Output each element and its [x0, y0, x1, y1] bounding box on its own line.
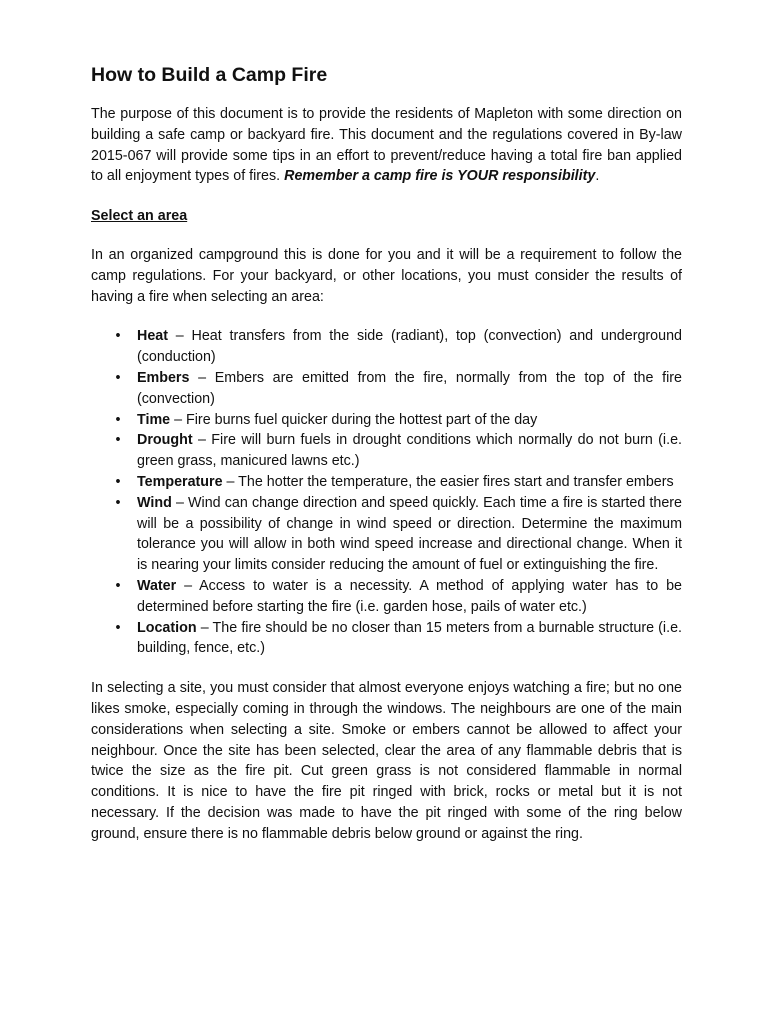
document-title: How to Build a Camp Fire — [91, 64, 328, 86]
section-heading-select-area: Select an area — [91, 208, 188, 225]
closing-paragraph: In selecting a site, you must consider that almost everyone enjoys watching a fire; but no one likes smoke, especially coming in through the windows. The neighbours are one of the main considerations when selecting a site. Smoke or embers cannot be allowed to affect your neighbour. Once the site has been selected, clear the area of any flammable debris that is twice the size as the fire pit. Cut green grass is not considered flammable in normal conditions. It is nice to have the fire pit ringed with brick, rocks or metal but it is not necessary. If the decision was made to have the pit ringed with some of the ring below ground, ensure there is no flammable debris below ground or against the ring. — [91, 680, 682, 842]
intro-end: . — [595, 168, 600, 185]
item-term: Wind — [137, 494, 172, 511]
intro-text: The purpose of this document is to provide the residents of Mapleton with some direction on building a safe camp or backyard fire. This document and the regulations covered in By-law 2015-067 will provide some tips in an effort to prevent/reduce having a total fire ban applied to all enjoyment types of fires. — [91, 106, 682, 185]
item-term: Location — [137, 619, 197, 636]
bullet-icon: • — [115, 619, 121, 636]
intro-emphasis: Remember a camp fire is YOUR responsibility — [284, 168, 596, 185]
item-text: – Embers are emitted from the fire, normally from the top of the fire (convection) — [137, 369, 682, 407]
bullet-icon: • — [115, 369, 121, 386]
item-term: Water — [137, 577, 177, 594]
item-text: – The hotter the temperature, the easier fires start and transfer embers — [222, 473, 674, 490]
list-item-water — [91, 576, 682, 618]
list-item-temperature — [91, 472, 682, 493]
considerations-list — [91, 326, 682, 659]
item-text: – Fire burns fuel quicker during the hottest part of the day — [170, 411, 538, 428]
list-item-location — [91, 618, 682, 660]
item-text: – The fire should be no closer than 15 meters from a burnable structure (i.e. building, fence, etc.) — [137, 619, 682, 657]
item-term: Time — [137, 411, 171, 428]
item-term: Embers — [137, 369, 190, 386]
bullet-icon: • — [115, 411, 121, 428]
item-text: – Wind can change direction and speed quickly. Each time a fire is started there will be a possibility of change in wind speed or direction. Determine the maximum tolerance you will allow in both wind speed increase and directional change. When it is nearing your limits consider reducing the amount of fuel or extinguishing the fire. — [137, 494, 682, 574]
bullet-icon: • — [115, 473, 121, 490]
list-item-wind — [91, 493, 682, 576]
list-item-drought — [91, 430, 682, 472]
item-term: Temperature — [137, 473, 223, 490]
item-text: – Heat transfers from the side (radiant), top (convection) and underground (conduction) — [137, 328, 682, 366]
list-item-time — [91, 410, 682, 431]
intro-paragraph — [91, 104, 682, 187]
bullet-icon: • — [115, 577, 121, 594]
list-item-embers — [91, 368, 682, 410]
bullet-icon: • — [115, 494, 121, 511]
item-text: – Fire will burn fuels in drought conditions which normally do not burn (i.e. green grass, manicured lawns etc.) — [137, 432, 682, 470]
item-term: Heat — [137, 328, 168, 345]
item-term: Drought — [137, 432, 193, 449]
bullet-icon: • — [115, 328, 121, 345]
list-item-heat — [91, 326, 682, 368]
item-text: – Access to water is a necessity. A method of applying water has to be determined before starting the fire (i.e. garden hose, pails of water etc.) — [137, 577, 682, 615]
bullet-icon: • — [115, 432, 121, 449]
section-intro-paragraph: In an organized campground this is done for you and it will be a requirement to follow the camp regulations. For your backyard, or other locations, you must consider the results of having a fire when selecting an area: — [91, 246, 682, 305]
